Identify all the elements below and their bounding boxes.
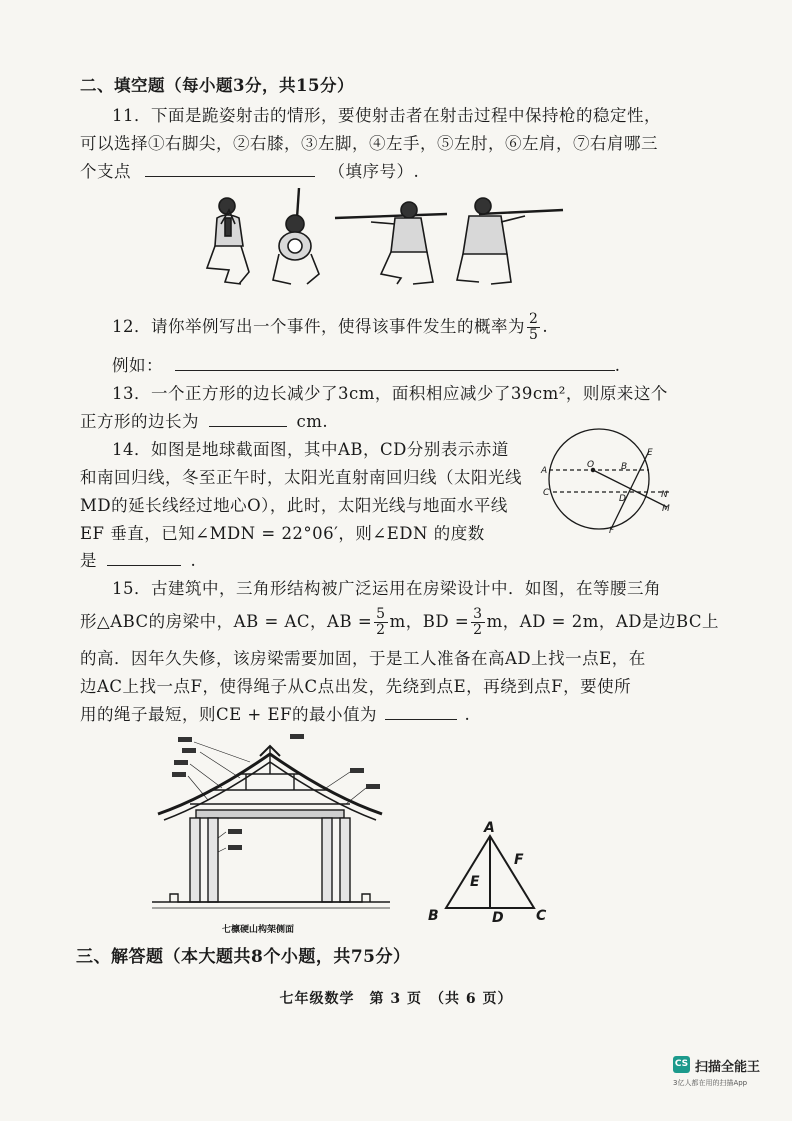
q12-question (112, 312, 548, 343)
q14-line3: MD的延长线经过地心O），此时，太阳光线与地面水平线 (80, 496, 508, 515)
label-C: C (543, 488, 550, 498)
q11-answer-blank[interactable] (145, 162, 315, 177)
q12-end: . (542, 317, 549, 336)
tri-label-C: C (536, 908, 547, 924)
q15-f2-num: 3 (473, 606, 483, 622)
section2-title: 二、填空题（每小题3分，共15分） (80, 76, 354, 95)
q14-line2: 和南回归线，冬至正午时，太阳光直射南回归线（太阳光线 (80, 468, 522, 487)
q15-line5-b: . (464, 705, 471, 724)
q14-line5 (80, 547, 196, 571)
label-O: O (587, 460, 595, 470)
q15-line2-c: m，AD = 2m，AD是边BC上 (486, 612, 720, 631)
sunlight-ray-MD (593, 470, 667, 507)
q14-line4: EF 垂直，已知∠MDN = 22°06′，则∠EDN 的度数 (80, 524, 485, 543)
q15-line2-a: 形△ABC的房梁中，AB = AC，AB = (80, 612, 373, 631)
label-B: B (621, 462, 628, 472)
q14-line5-a: 是 (80, 551, 97, 570)
q15-line1: 15．古建筑中，三角形结构被广泛运用在房梁设计中．如图，在等腰三角 (112, 579, 661, 598)
tri-label-B: B (428, 908, 439, 924)
section3-title: 三、解答题（本大题共8个小题，共75分） (76, 947, 411, 967)
horizontal-line-EF (611, 451, 649, 529)
q14-answer-blank[interactable] (107, 551, 181, 566)
shooter-figure-1 (207, 198, 249, 284)
page-footer: 七年级数学 第 3 页 （共 6 页） (279, 991, 513, 1007)
ancient-building-figure (150, 728, 400, 938)
q15-f1-den: 2 (376, 622, 386, 638)
q15-line2-b: m，BD = (389, 612, 470, 631)
q15-fraction-1 (374, 607, 387, 638)
label-A: A (541, 466, 548, 476)
q13-answer-blank[interactable] (209, 412, 287, 427)
q13-line2-a: 正方形的边长为 (80, 412, 199, 431)
q15-line5 (80, 701, 470, 725)
q13-line2-b: cm. (296, 412, 329, 431)
q15-line4: 边AC上找一点F，使得绳子从C点出发，先绕到点E，再绕到点F，要使所 (80, 677, 632, 696)
label-N: N (661, 490, 668, 500)
q13-line2 (80, 408, 328, 432)
q11-line1: 11．下面是跪姿射击的情形，要使射击者在射击过程中保持枪的稳定性， (112, 106, 661, 125)
shooter-figure-4 (457, 198, 563, 284)
label-F: F (609, 526, 615, 536)
scanner-slogan: 3亿人都在用的扫描App (673, 1079, 748, 1087)
shooter-figure-2 (273, 188, 319, 284)
tri-label-A: A (484, 820, 495, 836)
label-E: E (647, 448, 653, 458)
q12-fraction (527, 312, 540, 343)
q15-line5-a: 用的绳子最短，则CE + EF的最小值为 (80, 705, 377, 724)
tri-label-D: D (492, 910, 504, 926)
tri-label-F: F (514, 852, 524, 868)
earth-cross-section-figure (535, 425, 675, 537)
q13-line1: 13．一个正方形的边长减少了3cm，面积相应减少了39cm²，则原来这个 (112, 384, 668, 403)
scanner-logo-icon: CS (673, 1056, 690, 1073)
q12-text: 12．请你举例写出一个事件，使得该事件发生的概率为 (112, 317, 525, 336)
q15-f2-den: 2 (473, 622, 483, 638)
q14-line5-b: . (190, 551, 197, 570)
q12-frac-den: 5 (529, 327, 539, 343)
earth-circle (549, 429, 649, 529)
building-caption: 七檩硬山构架侧面 (222, 925, 295, 935)
label-M: M (662, 504, 670, 514)
q11-line3-a: 个支点 (80, 162, 131, 181)
tri-label-E: E (470, 874, 480, 890)
q15-f1-num: 5 (376, 606, 386, 622)
shooter-figures (195, 188, 565, 288)
q15-fraction-2 (471, 607, 484, 638)
q15-answer-blank[interactable] (385, 705, 457, 720)
q12-example-label: 例如： (112, 356, 163, 375)
q12-frac-num: 2 (529, 311, 539, 327)
q14-line1: 14．如图是地球截面图，其中AB，CD分别表示赤道 (112, 440, 509, 459)
shooter-figure-3 (335, 202, 447, 284)
q15-line3: 的高．因年久失修，该房梁需要加固，于是工人准备在高AD上找一点E，在 (80, 649, 646, 668)
q12-answer-blank[interactable] (175, 356, 615, 371)
scanner-app-name: 扫描全能王 (695, 1060, 761, 1075)
q15-line2 (80, 607, 719, 638)
label-D: D (619, 494, 626, 504)
q11-line3 (80, 158, 419, 182)
q11-line2: 可以选择①右脚尖，②右膝，③左脚，④左手，⑤左肘，⑥左肩，⑦右肩哪三 (80, 134, 658, 153)
q11-line3-b: （填序号）. (328, 162, 420, 181)
q12-example-line: 例如： . (112, 356, 621, 375)
triangle-figure (420, 820, 560, 930)
